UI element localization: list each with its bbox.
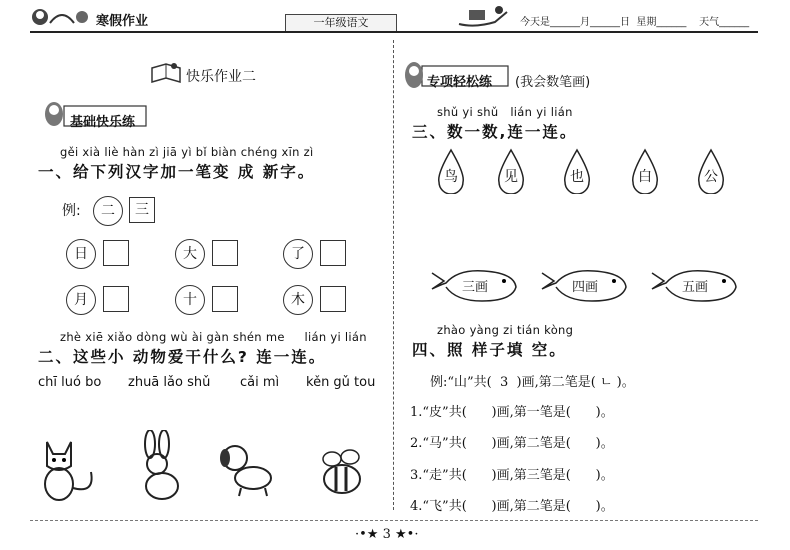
puppy-icon xyxy=(215,440,277,498)
whale-shape[interactable] xyxy=(540,265,630,305)
answer-box[interactable] xyxy=(320,286,346,312)
book-reading-icon xyxy=(150,60,182,88)
q1-pinyin: gěi xià liè hàn zì jiā yì bǐ biàn chéng xīn zì xyxy=(60,145,314,159)
q2-text: 二、这些小 动物爱干什么? 连一连。 xyxy=(38,348,327,366)
unit-title: 快乐作业二 xyxy=(186,69,256,85)
rabbit-icon xyxy=(130,430,192,502)
activity-label: kěn gǔ tou xyxy=(306,375,376,390)
drop-shape[interactable] xyxy=(436,148,466,192)
page-number: ·•★ 3 ★•· xyxy=(355,527,419,542)
column-divider xyxy=(393,40,394,510)
activity-label: zhuā lǎo shǔ xyxy=(128,375,211,390)
whale-shape[interactable] xyxy=(430,265,520,305)
char-circle: 日 xyxy=(66,239,96,269)
date-weather-line: 今天是______月______日 星期______ 天气______ xyxy=(520,17,750,28)
drop-shape[interactable] xyxy=(630,148,660,192)
example-label: 例: xyxy=(62,203,81,219)
answer-box[interactable] xyxy=(320,240,346,266)
fill-row[interactable]: 3.“走”共( )画,第三笔是( )。 xyxy=(410,468,614,483)
banner-label-special: 专项轻松练 xyxy=(427,75,493,90)
q3-pinyin: shǔ yi shǔ lián yi lián xyxy=(437,105,573,119)
drop-char: 也 xyxy=(570,169,584,185)
whale-label: 四画 xyxy=(572,280,599,295)
drop-char: 见 xyxy=(504,169,518,185)
drops-row xyxy=(432,148,772,196)
footer-rule xyxy=(30,520,758,521)
fill-row[interactable]: 1.“皮”共( )画,第一笔是( )。 xyxy=(410,405,614,420)
whale-shape[interactable] xyxy=(650,265,740,305)
example-source-char: 二 xyxy=(93,196,123,226)
grade-subject-label: 一年级语文 xyxy=(285,14,397,32)
char-circle: 大 xyxy=(175,239,205,269)
drop-char: 白 xyxy=(638,169,652,185)
q2-pinyin: zhè xiē xiǎo dòng wù ài gàn shén me lián yi lián xyxy=(60,330,367,344)
answer-box[interactable] xyxy=(103,240,129,266)
drop-shape[interactable] xyxy=(496,148,526,192)
cat-icon xyxy=(35,432,103,502)
drop-char: 鸟 xyxy=(444,169,458,185)
q1-text: 一、给下列汉字加一笔变 成 新字。 xyxy=(38,163,316,181)
answer-box[interactable] xyxy=(103,286,129,312)
q4-text: 四、照 样子填 空。 xyxy=(412,341,567,359)
char-circle: 了 xyxy=(283,239,313,269)
q3-text: 三、数一数,连一连。 xyxy=(412,123,578,141)
answer-box[interactable] xyxy=(212,240,238,266)
drop-shape[interactable] xyxy=(696,148,726,192)
drop-shape[interactable] xyxy=(562,148,592,192)
activity-label: cǎi mì xyxy=(240,375,280,390)
drop-char: 公 xyxy=(704,169,718,185)
book-title: 寒假作业 xyxy=(96,14,149,29)
bee-icon xyxy=(312,445,370,499)
char-circle: 月 xyxy=(66,285,96,315)
banner-subtitle: (我会数笔画) xyxy=(515,75,591,90)
q4-pinyin: zhào yàng zi tián kòng xyxy=(437,323,574,337)
example-result-box: 三 xyxy=(129,197,155,223)
q4-example: 例:“山”共( 3 )画,第二笔是( ㄴ )。 xyxy=(430,375,635,390)
header-rule xyxy=(30,31,758,33)
char-circle: 木 xyxy=(283,285,313,315)
sleigh-decoration-icon xyxy=(455,2,515,30)
char-circle: 十 xyxy=(175,285,205,315)
whale-label: 三画 xyxy=(462,280,489,295)
fill-row[interactable]: 4.“飞”共( )画,第二笔是( )。 xyxy=(410,499,614,514)
activity-label: chī luó bo xyxy=(38,375,102,390)
cartoon-logo-icon xyxy=(30,5,94,29)
whale-label: 五画 xyxy=(682,280,709,295)
banner-label-basic: 基础快乐练 xyxy=(70,115,136,130)
answer-box[interactable] xyxy=(212,286,238,312)
fill-row[interactable]: 2.“马”共( )画,第二笔是( )。 xyxy=(410,436,614,451)
